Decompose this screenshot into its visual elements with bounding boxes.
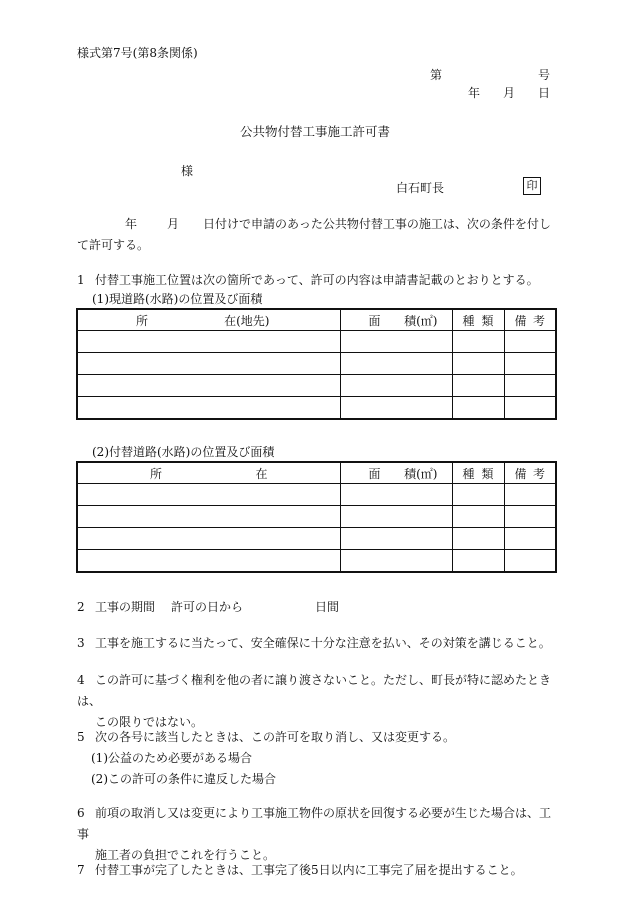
date-month: 月 [502, 86, 515, 100]
item-6-line2: 施工者の負担でこれを行うこと。 [95, 848, 276, 862]
item-4-line1: この許可に基づく権利を他の者に譲り渡さないこと。ただし、町長が特に認めたときは、 [77, 673, 552, 708]
table-2-caption: (2)付替道路(水路)の位置及び面積 [92, 445, 275, 459]
table-header-row: 所 在 面 積(㎡) 種 類 備 考 [77, 462, 556, 484]
table-header-row: 所 在(地先) 面 積(㎡) 種 類 備 考 [77, 309, 556, 331]
intro-text: 日付けで申請のあった公共物付替工事の施工は、次の条件を付して許可する。 [77, 217, 551, 252]
table-row [77, 506, 556, 528]
addressee-suffix: 様 [181, 164, 194, 178]
table-1-caption: (1)現道路(水路)の位置及び面積 [92, 292, 263, 306]
item-7-text: 付替工事が完了したときは、工事完了後5日以内に工事完了届を提出すること。 [95, 863, 523, 877]
item-5-sub1: (1)公益のため必要がある場合 [91, 751, 252, 765]
number-prefix: 第 [430, 68, 443, 82]
table-row [77, 375, 556, 397]
number-suffix: 号 [537, 68, 550, 82]
issuer-name: 白石町長 [396, 181, 445, 195]
item-5-text: 次の各号に該当したときは、この許可を取り消し、又は変更する。 [95, 730, 456, 744]
item-5: 5 次の各号に該当したときは、この許可を取り消し、又は変更する。 (1)公益のため必要がある場合 (2)この許可の条件に違反した場合 [77, 727, 555, 790]
table-row [77, 484, 556, 506]
intro-year: 年 [125, 217, 138, 231]
item-3: 3 工事を施工するに当たって、安全確保に十分な注意を払い、その対策を講じること。 [77, 636, 551, 650]
seal-stamp: 印 [523, 177, 541, 195]
replacement-road-table [76, 461, 557, 573]
item-2-unit: 日間 [315, 600, 340, 614]
item-6-line1: 前項の取消し又は変更により工事施工物件の原状を回復する必要が生じた場合は、工事 [77, 806, 552, 841]
item-2-from: 許可の日から [171, 600, 244, 614]
table-row [77, 353, 556, 375]
item-2-label: 工事の期間 [95, 600, 156, 614]
table-row [77, 528, 556, 550]
item-1: 1 付替工事施工位置は次の箇所であって、許可の内容は申請書記載のとおりとする。 [77, 273, 539, 287]
item-3-text: 工事を施工するに当たって、安全確保に十分な注意を払い、その対策を講じること。 [95, 636, 551, 650]
item-2: 2 工事の期間 許可の日から 日間 [77, 600, 340, 614]
current-road-table [76, 308, 557, 420]
item-5-sub2: (2)この許可の条件に違反した場合 [91, 772, 276, 786]
document-number-line [430, 66, 550, 83]
item-4-line2: この限りではない。 [95, 715, 204, 729]
item-7: 7 付替工事が完了したときは、工事完了後5日以内に工事完了届を提出すること。 [77, 863, 523, 877]
table-row [77, 550, 556, 573]
intro-paragraph [77, 214, 553, 256]
intro-month: 月 [167, 217, 180, 231]
form-number-label: 様式第7号(第8条関係) [77, 46, 198, 60]
item-6: 6 前項の取消し又は変更により工事施工物件の原状を回復する必要が生じた場合は、工事 施工者の負担でこれを行うこと。 [77, 803, 555, 866]
issue-date-line [468, 84, 550, 101]
date-year: 年 [468, 86, 481, 100]
table-row [77, 331, 556, 353]
item-4: 4 この許可に基づく権利を他の者に譲り渡さないこと。ただし、町長が特に認めたときは、 この限りではない。 [77, 670, 555, 733]
table-row [77, 397, 556, 420]
item-1-text: 付替工事施工位置は次の箇所であって、許可の内容は申請書記載のとおりとする。 [95, 273, 539, 287]
date-day: 日 [537, 86, 550, 100]
document-title: 公共物付替工事施工許可書 [239, 124, 390, 139]
